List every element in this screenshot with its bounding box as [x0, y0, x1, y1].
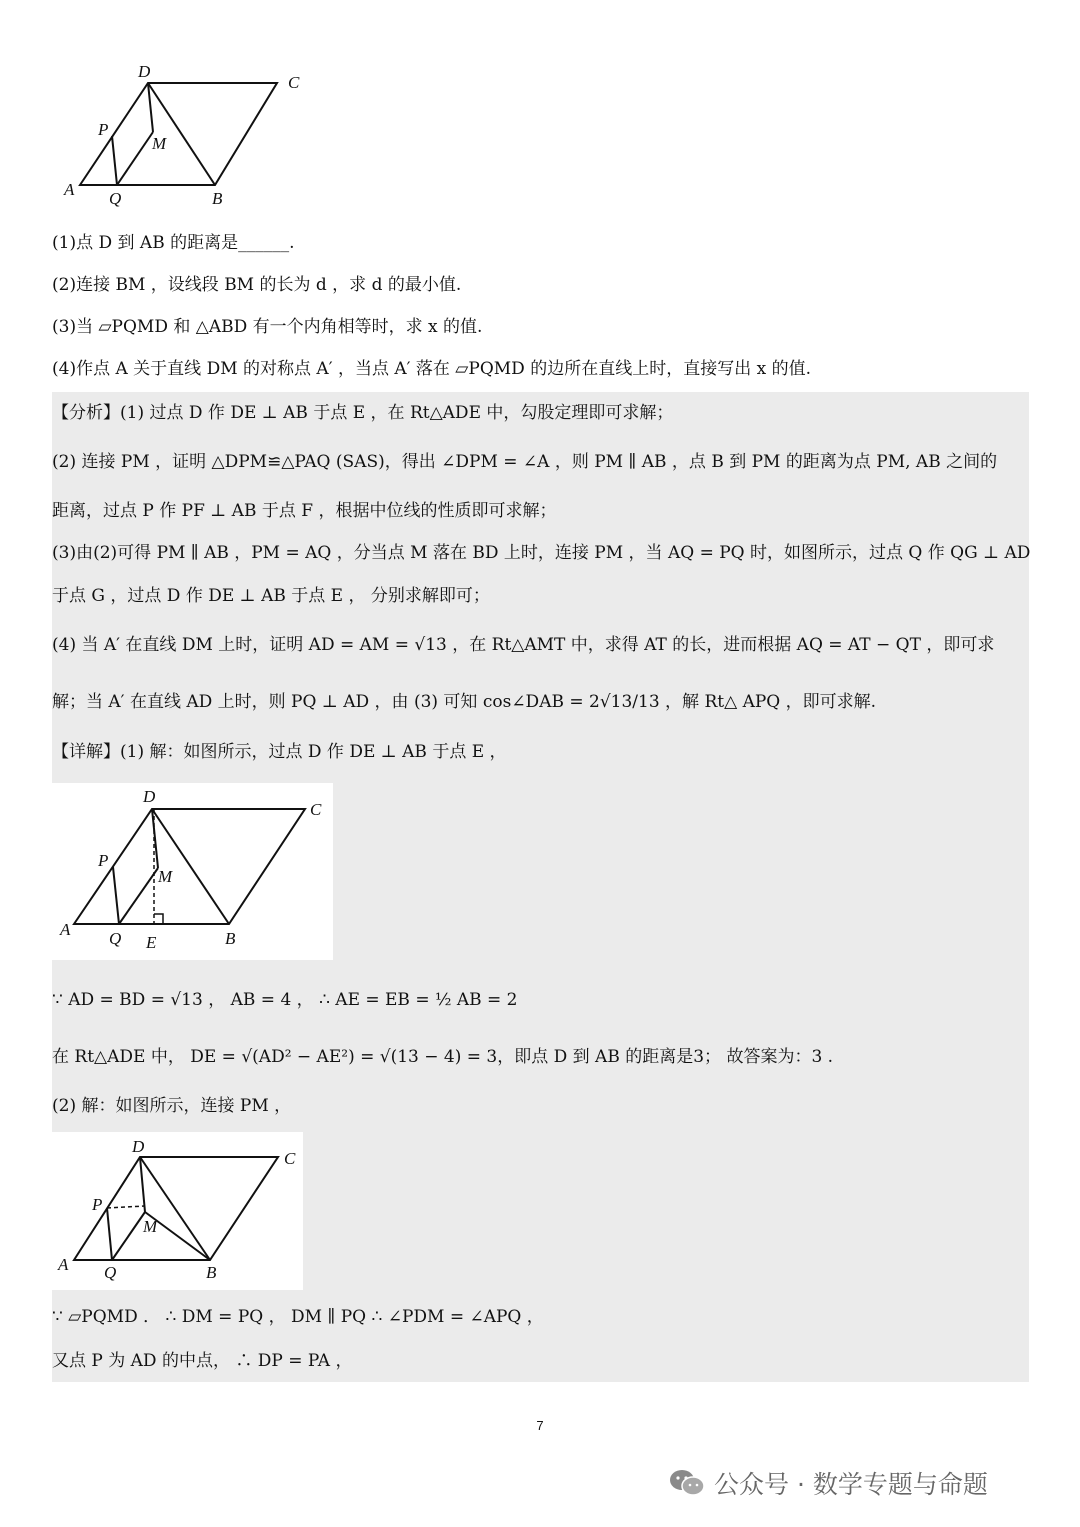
- analysis-line-7: 解；当 A′ 在直线 AD 上时，则 PQ ⊥ AD ，由 (3) 可知 cos∠DAB = 2√13/13 ，解 Rt△ APQ ，即可求解.: [52, 692, 877, 712]
- analysis-line-5: 于点 G ，过点 D 作 DE ⊥ AB 于点 E ， 分别求解即可；: [52, 586, 490, 606]
- label-C: C: [310, 800, 322, 819]
- figure-2-box: [52, 783, 333, 960]
- figure-parallelogram-2: [52, 783, 333, 960]
- detail-line-3: 在 Rt△ADE 中， DE = √(AD² − AE²) = √(13 − 4) = 3，即点 D 到 AB 的距离是3； 故答案为：3 .: [52, 1047, 834, 1067]
- label-Q: Q: [109, 189, 122, 208]
- detail-line-4: (2) 解：如图所示，连接 PM ，: [52, 1096, 292, 1116]
- watermark-text: 公众号 · 数学专题与命题: [714, 1470, 988, 1499]
- detail-line-2: ∵ AD = BD = √13 ， AB = 4 ， ∴ AE = EB = ½ AB = 2: [52, 990, 518, 1010]
- detail-line-5: ∵ ▱PQMD ． ∴ DM = PQ ， DM ∥ PQ ∴ ∠PDM = ∠APQ ，: [52, 1307, 544, 1327]
- label-D: D: [138, 62, 151, 81]
- analysis-line-4: (3)由(2)可得 PM ∥ AB ，PM = AQ ，分当点 M 落在 BD 上时，连接 PM ，当 AQ = PQ 时，如图所示，过点 Q 作 QG ⊥ AD: [52, 543, 1031, 563]
- figure-parallelogram-1: [60, 58, 320, 208]
- question-4: (4)作点 A 关于直线 DM 的对称点 A′ ，当点 A′ 落在 ▱PQMD 的边所在直线上时，直接写出 x 的值.: [52, 359, 811, 379]
- label-C: C: [288, 73, 300, 92]
- figure-3-box: [52, 1132, 303, 1290]
- label-B: B: [206, 1263, 217, 1282]
- detail-line-1: 【详解】(1) 解：如图所示，过点 D 作 DE ⊥ AB 于点 E ，: [52, 742, 507, 762]
- question-3: (3)当 ▱PQMD 和 △ABD 有一个内角相等时，求 x 的值.: [52, 317, 483, 337]
- detail-line-6: 又点 P 为 AD 的中点， ∴ DP = PA ，: [52, 1351, 353, 1371]
- label-A: A: [64, 180, 75, 199]
- analysis-line-3: 距离，过点 P 作 PF ⊥ AB 于点 F ，根据中位线的性质即可求解；: [52, 501, 557, 521]
- label-A: A: [58, 1255, 69, 1274]
- analysis-line-6: (4) 当 A′ 在直线 DM 上时，证明 AD = AM = √13 ，在 Rt△AMT 中，求得 AT 的长，进而根据 AQ = AT − QT ，即可求: [52, 635, 995, 655]
- question-2: (2)连接 BM ，设线段 BM 的长为 d ，求 d 的最小值.: [52, 275, 462, 295]
- analysis-line-1: 【分析】(1) 过点 D 作 DE ⊥ AB 于点 E ，在 Rt△ADE 中，勾股定理即可求解；: [52, 403, 674, 423]
- analysis-line-2: (2) 连接 PM ，证明 △DPM≌△PAQ (SAS)，得出 ∠DPM = ∠A ，则 PM ∥ AB ，点 B 到 PM 的距离为点 PM, AB 之间的: [52, 452, 998, 472]
- label-B: B: [225, 929, 236, 948]
- label-Q: Q: [109, 929, 122, 948]
- label-P: P: [98, 851, 109, 870]
- label-E: E: [146, 933, 157, 952]
- figure-parallelogram-3: [52, 1132, 303, 1290]
- label-B: B: [212, 189, 223, 208]
- page-number: 7: [536, 1418, 544, 1433]
- label-C: C: [284, 1149, 296, 1168]
- label-M: M: [143, 1217, 158, 1236]
- label-P: P: [98, 120, 109, 139]
- label-A: A: [60, 920, 71, 939]
- label-Q: Q: [104, 1263, 117, 1282]
- label-D: D: [132, 1137, 145, 1156]
- label-P: P: [92, 1195, 103, 1214]
- question-1: (1)点 D 到 AB 的距离是______.: [52, 233, 295, 253]
- watermark: [668, 1464, 988, 1502]
- label-M: M: [152, 134, 167, 153]
- label-D: D: [143, 787, 156, 806]
- wechat-icon: [668, 1467, 706, 1499]
- label-M: M: [158, 867, 173, 886]
